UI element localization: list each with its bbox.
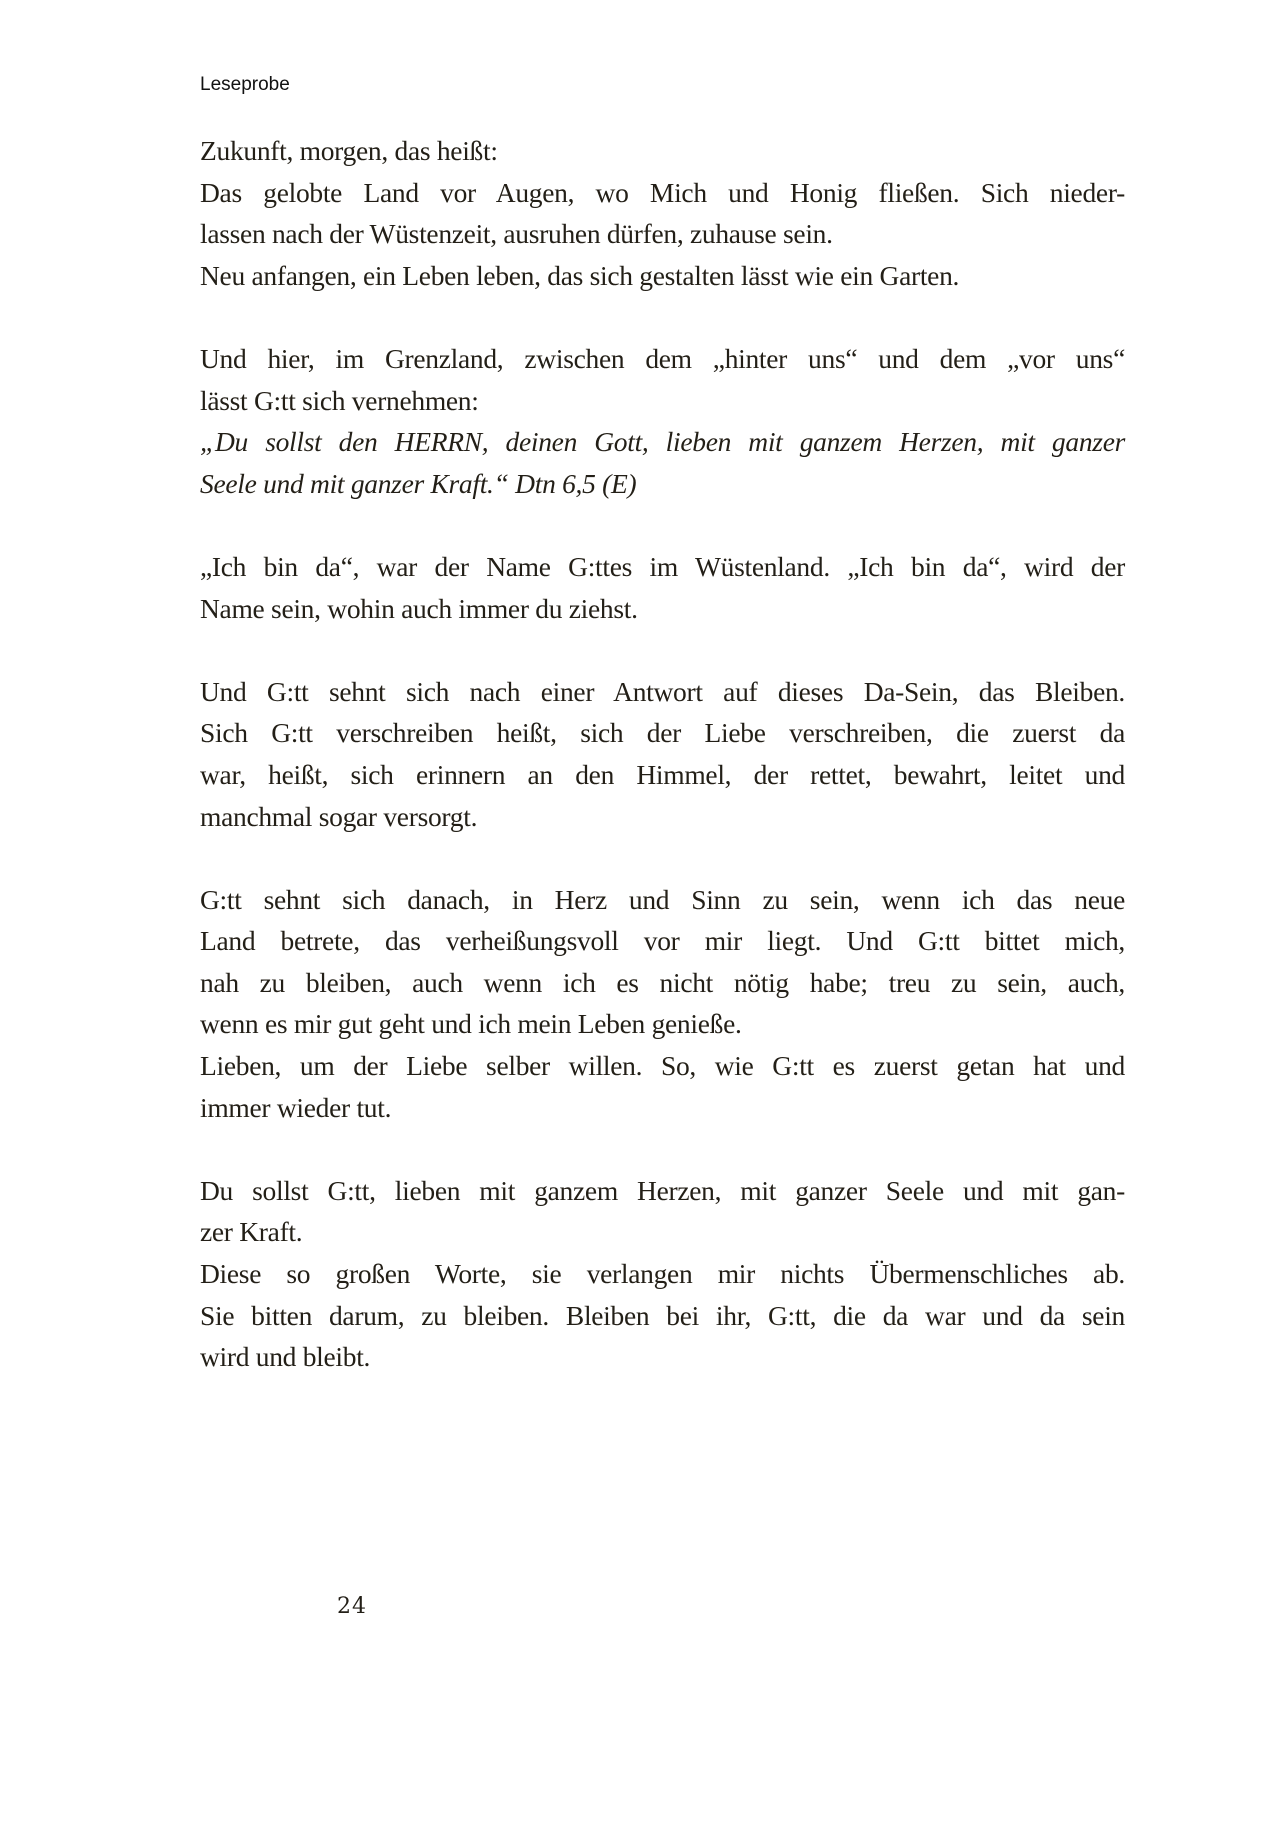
text-line: lässt G:tt sich vernehmen: (200, 384, 479, 416)
text-line: lassen nach der Wüstenzeit, ausruhen dürfen, zuhause sein. (200, 218, 833, 250)
text-line: Name sein, wohin auch immer du ziehst. (200, 592, 638, 624)
text-line: Neu anfangen, ein Leben leben, das sich gestalten lässt wie ein Garten. (200, 259, 960, 291)
running-head: Leseprobe (200, 74, 290, 95)
text-line: wird und bleibt. (200, 1341, 371, 1373)
text-line: Lieben, um der Liebe selber willen. So, wie G:tt es zuerst getan hat und (200, 1050, 1125, 1082)
paragraph (200, 130, 1125, 296)
text-line: Land betrete, das verheißungsvoll vor mir liegt. Und G:tt bittet mich, (200, 925, 1125, 957)
text-line: G:tt sehnt sich danach, in Herz und Sinn zu sein, wenn ich das neue (200, 883, 1125, 915)
text-line: nah zu bleiben, auch wenn ich es nicht nötig habe; treu zu sein, auch, (200, 966, 1125, 998)
text-line: war, heißt, sich erinnern an den Himmel, der rettet, bewahrt, leitet und (200, 758, 1125, 790)
text-line: wenn es mir gut geht und ich mein Leben genieße. (200, 1008, 742, 1040)
quote-line: „Du sollst den HERRN, deinen Gott, lieben mit ganzem Herzen, mit ganzer (200, 426, 1125, 458)
paragraph (200, 546, 1125, 629)
text-line: „Ich bin da“, war der Name G:ttes im Wüstenland. „Ich bin da“, wird der (200, 550, 1125, 582)
text-line: Sie bitten darum, zu bleiben. Bleiben bei ihr, G:tt, die da war und da sein (200, 1299, 1125, 1331)
text-line: Zukunft, morgen, das heißt: (200, 135, 498, 166)
paragraph (200, 671, 1125, 837)
text-line: Du sollst G:tt, lieben mit ganzem Herzen, mit ganzer Seele und mit gan- (200, 1174, 1125, 1206)
text-line: zer Kraft. (200, 1216, 303, 1248)
text-line: Sich G:tt verschreiben heißt, sich der Liebe verschreiben, die zuerst da (200, 717, 1125, 749)
text-line: Und hier, im Grenzland, zwischen dem „hinter uns“ und dem „vor uns“ (200, 342, 1125, 374)
text-line: immer wieder tut. (200, 1091, 392, 1123)
quote-line: Seele und mit ganzer Kraft.“ Dtn 6,5 (E) (200, 467, 637, 499)
paragraph (200, 1170, 1125, 1378)
text-line: Und G:tt sehnt sich nach einer Antwort auf dieses Da-Sein, das Bleiben. (200, 675, 1125, 707)
text-line: Das gelobte Land vor Augen, wo Mich und Honig fließen. Sich nieder- (200, 176, 1125, 208)
page-number: 24 (337, 1594, 367, 1619)
paragraph (200, 879, 1125, 1129)
paragraph (200, 338, 1125, 504)
text-line: manchmal sogar versorgt. (200, 800, 478, 832)
text-line: Diese so großen Worte, sie verlangen mir nichts Übermenschliches ab. (200, 1258, 1125, 1290)
body-text (200, 130, 1125, 1419)
